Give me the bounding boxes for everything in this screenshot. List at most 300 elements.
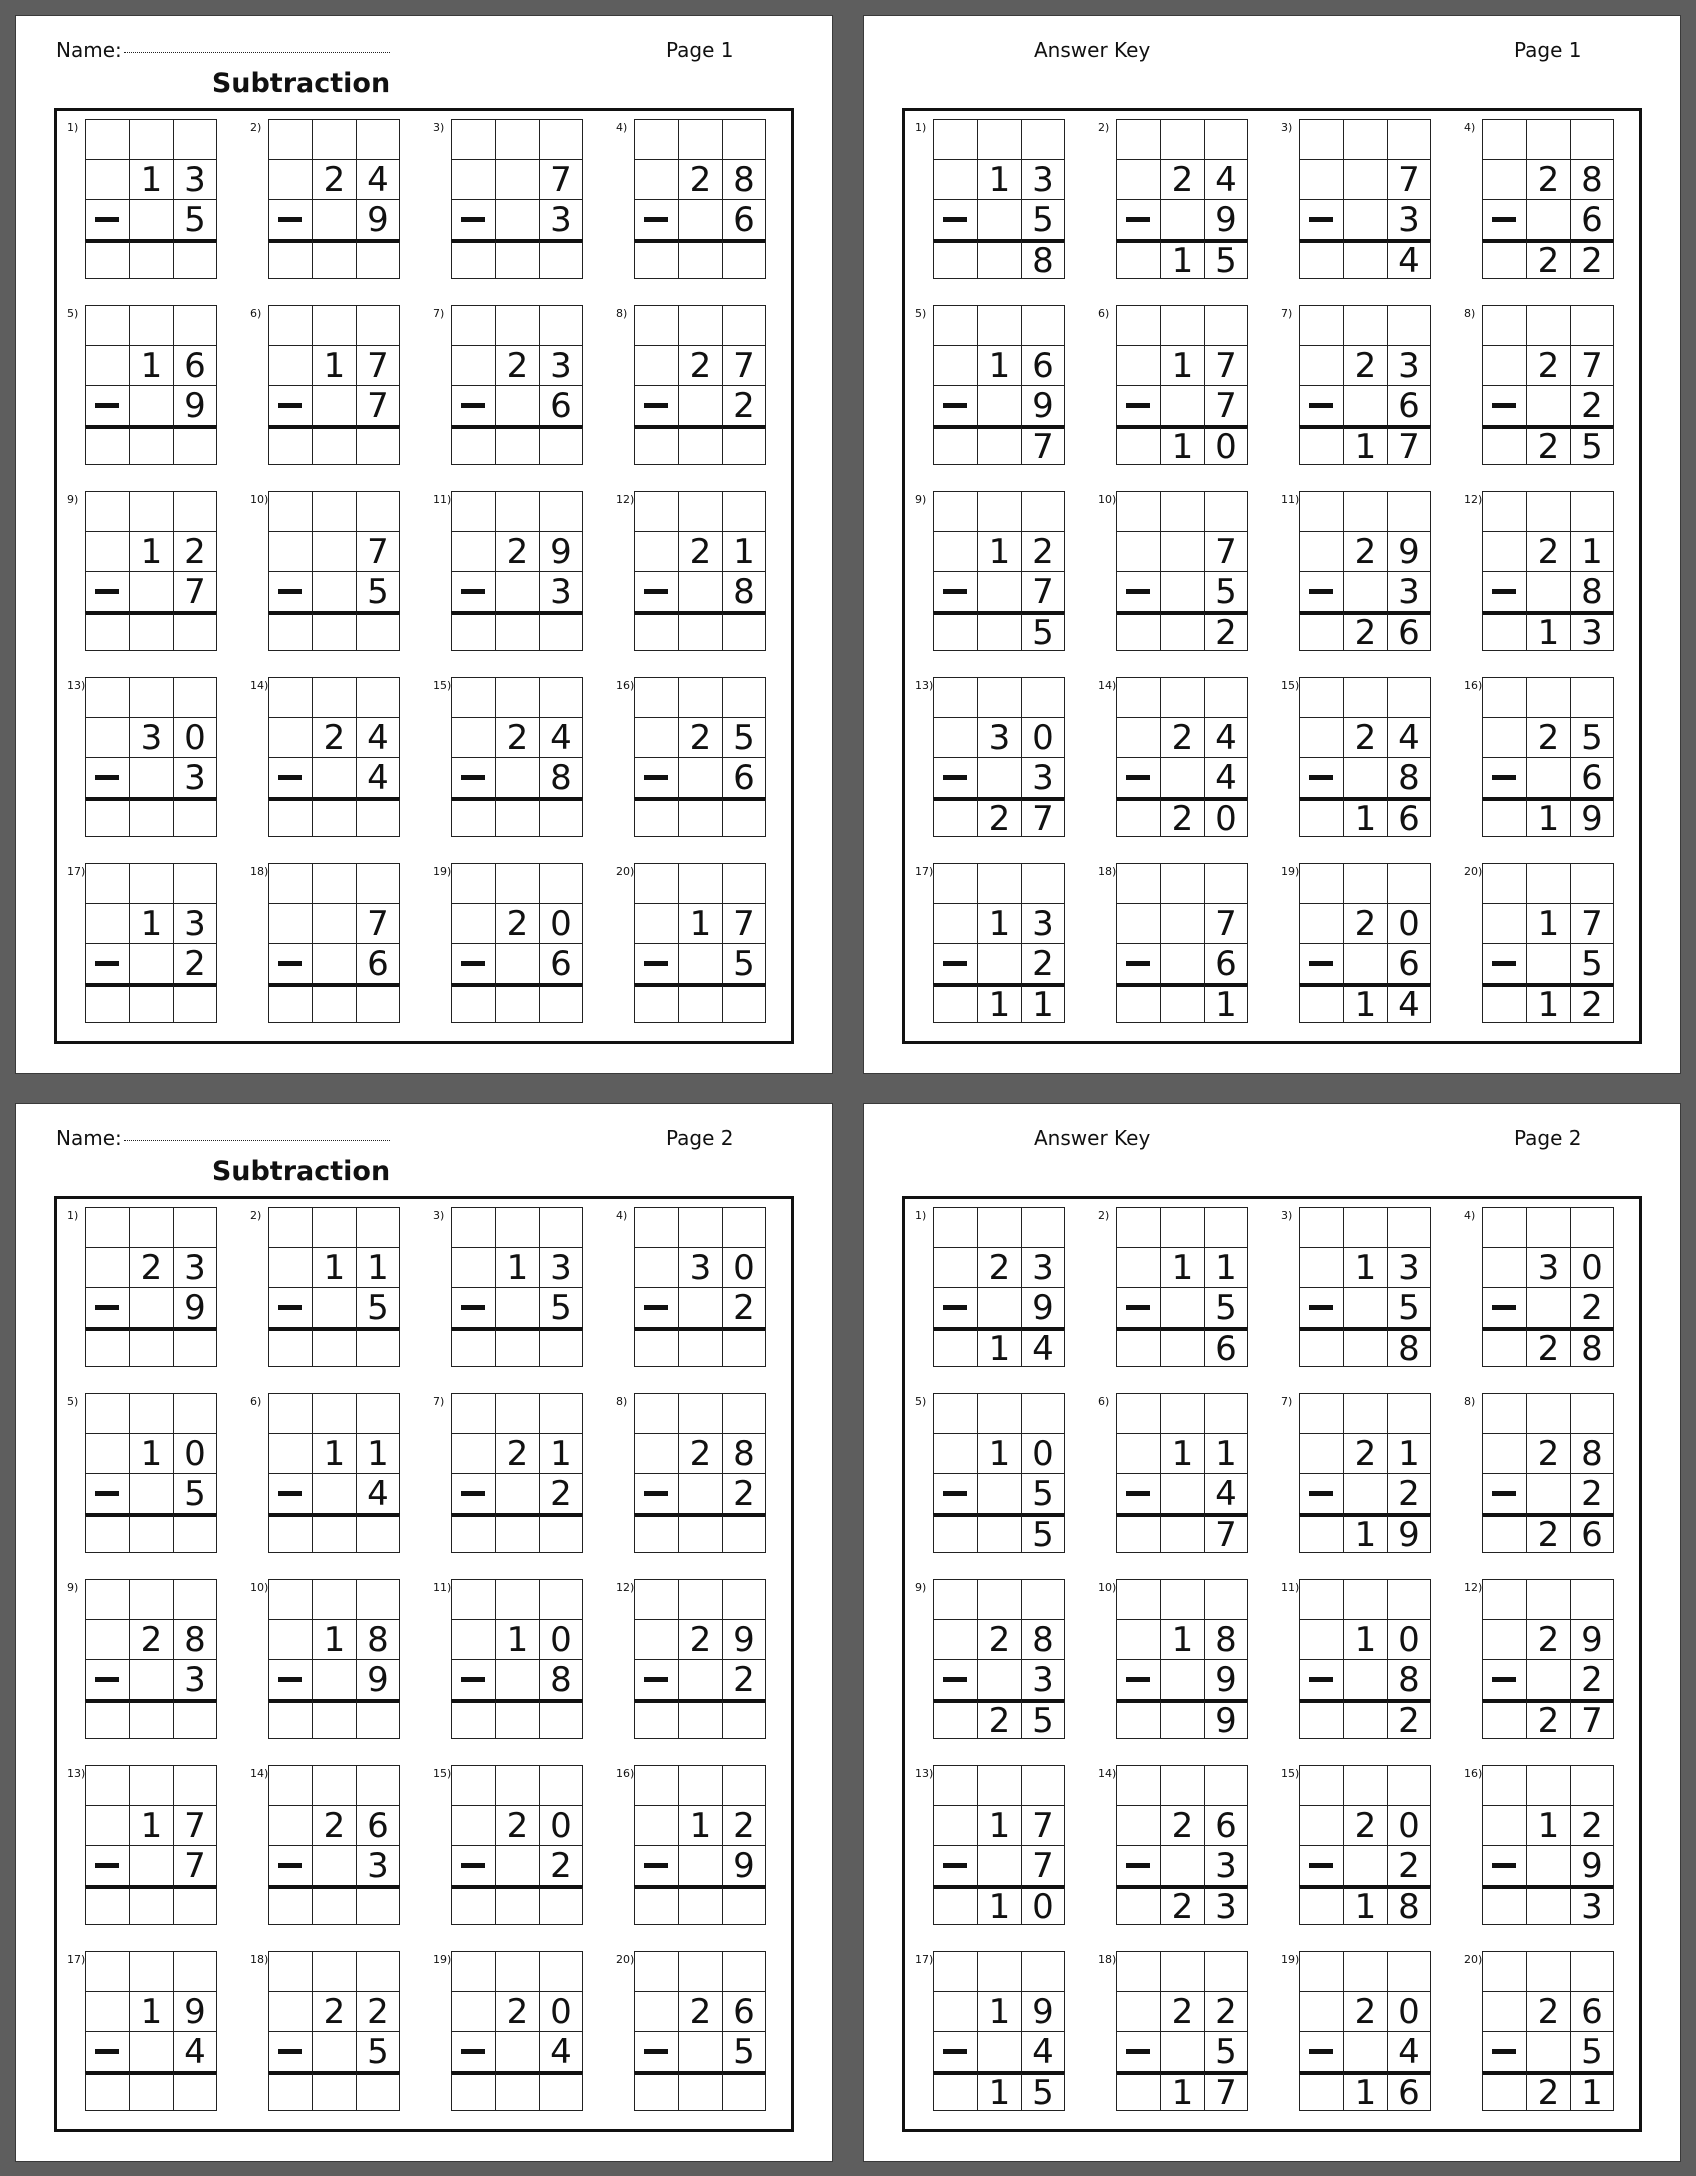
answer-cell[interactable] (268, 983, 312, 1023)
answer-cell[interactable]: 1 (1570, 2071, 1614, 2111)
answer-cell[interactable] (539, 1885, 583, 1925)
answer-cell[interactable] (933, 983, 977, 1023)
answer-cell[interactable] (356, 1513, 400, 1553)
answer-cell[interactable]: 8 (1570, 1327, 1614, 1367)
answer-cell[interactable] (129, 797, 173, 837)
answer-cell[interactable] (933, 425, 977, 465)
answer-cell[interactable] (1526, 1885, 1570, 1925)
answer-cell[interactable] (451, 983, 495, 1023)
answer-cell[interactable] (356, 611, 400, 651)
minus-sign (1116, 1659, 1160, 1699)
answer-cell[interactable] (312, 797, 356, 837)
answer-cell[interactable] (85, 425, 129, 465)
answer-cell[interactable] (634, 425, 678, 465)
answer-cell[interactable] (1482, 239, 1526, 279)
minuend-digit (268, 1247, 312, 1287)
answer-cell[interactable] (495, 1885, 539, 1925)
answer-cell[interactable] (268, 1513, 312, 1553)
answer-cell[interactable] (1160, 1327, 1204, 1367)
minuend-digit: 6 (1570, 1991, 1614, 2031)
answer-cell[interactable] (539, 425, 583, 465)
answer-cell[interactable] (173, 2071, 217, 2111)
answer-cell[interactable]: 6 (1204, 1327, 1248, 1367)
answer-cell[interactable] (1116, 2071, 1160, 2111)
answer-cell[interactable] (933, 1513, 977, 1553)
answer-cell[interactable] (173, 611, 217, 651)
answer-cell[interactable] (678, 239, 722, 279)
answer-cell[interactable] (129, 611, 173, 651)
answer-cell[interactable] (1299, 2071, 1343, 2111)
answer-cell[interactable] (495, 425, 539, 465)
answer-cell[interactable]: 5 (1021, 1513, 1065, 1553)
answer-cell[interactable] (634, 2071, 678, 2111)
subtrahend-digit: 9 (173, 385, 217, 425)
carry-cell (451, 1765, 495, 1805)
answer-cell[interactable] (634, 611, 678, 651)
answer-cell[interactable]: 2 (1526, 239, 1570, 279)
answer-cell[interactable]: 2 (1160, 797, 1204, 837)
minuend-digit: 7 (722, 345, 766, 385)
answer-cell[interactable] (678, 611, 722, 651)
carry-cell (1160, 1765, 1204, 1805)
answer-cell[interactable]: 8 (1387, 1327, 1431, 1367)
answer-cell[interactable]: 4 (1387, 983, 1431, 1023)
answer-cell[interactable] (634, 239, 678, 279)
answer-cell[interactable] (1160, 1513, 1204, 1553)
answer-cell[interactable] (678, 1513, 722, 1553)
answer-cell[interactable]: 3 (1204, 1885, 1248, 1925)
subtrahend-digit (678, 1473, 722, 1513)
problem (616, 491, 796, 656)
answer-cell[interactable] (173, 1699, 217, 1739)
answer-cell[interactable] (451, 2071, 495, 2111)
answer-cell[interactable]: 2 (1570, 239, 1614, 279)
answer-cell[interactable] (1482, 797, 1526, 837)
answer-cell[interactable] (634, 1699, 678, 1739)
answer-cell[interactable] (312, 1699, 356, 1739)
carry-cell (933, 1579, 977, 1619)
carry-cell (1116, 863, 1160, 903)
answer-cell[interactable]: 5 (1570, 425, 1614, 465)
answer-cell[interactable] (173, 425, 217, 465)
answer-cell[interactable]: 6 (1387, 611, 1431, 651)
answer-cell[interactable] (1482, 425, 1526, 465)
answer-cell[interactable]: 1 (1160, 239, 1204, 279)
answer-cell[interactable] (539, 797, 583, 837)
answer-cell[interactable] (1299, 1699, 1343, 1739)
answer-cell[interactable] (173, 1513, 217, 1553)
carry-cell (173, 1951, 217, 1991)
answer-cell[interactable] (495, 239, 539, 279)
answer-cell[interactable] (722, 425, 766, 465)
subtrahend-digit: 9 (1021, 1287, 1065, 1327)
answer-cell[interactable]: 5 (1021, 2071, 1065, 2111)
answer-cell[interactable] (1116, 425, 1160, 465)
carry-cell (539, 1951, 583, 1991)
subtrahend-digit: 2 (1570, 1473, 1614, 1513)
answer-cell[interactable] (173, 797, 217, 837)
answer-cell[interactable] (1160, 1699, 1204, 1739)
answer-cell[interactable] (451, 425, 495, 465)
answer-cell[interactable]: 9 (1387, 1513, 1431, 1553)
digit-grid (451, 305, 583, 465)
answer-cell[interactable] (933, 797, 977, 837)
answer-cell[interactable]: 1 (1526, 983, 1570, 1023)
answer-cell[interactable]: 2 (1387, 1699, 1431, 1739)
answer-cell[interactable] (1482, 1327, 1526, 1367)
answer-cell[interactable] (722, 1885, 766, 1925)
answer-cell[interactable] (356, 1885, 400, 1925)
answer-cell[interactable] (722, 1513, 766, 1553)
minuend-digit (268, 159, 312, 199)
answer-cell[interactable]: 1 (1526, 611, 1570, 651)
answer-cell[interactable] (539, 983, 583, 1023)
answer-cell[interactable]: 7 (1021, 797, 1065, 837)
answer-cell[interactable] (85, 797, 129, 837)
answer-cell[interactable] (722, 1327, 766, 1367)
carry-cell (1482, 1765, 1526, 1805)
answer-cell[interactable]: 2 (977, 1699, 1021, 1739)
answer-cell[interactable]: 2 (1526, 425, 1570, 465)
carry-cell (933, 1393, 977, 1433)
answer-cell[interactable] (1299, 797, 1343, 837)
answer-cell[interactable] (539, 611, 583, 651)
digit-grid (1482, 1207, 1614, 1367)
answer-cell[interactable]: 3 (1570, 611, 1614, 651)
subtrahend-digit: 8 (539, 757, 583, 797)
subtrahend-digit: 2 (1387, 1845, 1431, 1885)
carry-cell (977, 1207, 1021, 1247)
answer-cell[interactable] (85, 239, 129, 279)
subtrahend-digit: 5 (1204, 571, 1248, 611)
answer-cell[interactable] (722, 797, 766, 837)
answer-cell[interactable]: 2 (1204, 611, 1248, 651)
answer-cell[interactable] (312, 983, 356, 1023)
answer-cell[interactable] (539, 1513, 583, 1553)
answer-cell[interactable] (495, 1513, 539, 1553)
carry-cell (539, 491, 583, 531)
answer-cell[interactable]: 0 (1021, 1885, 1065, 1925)
minuend-digit: 1 (678, 1805, 722, 1845)
answer-cell[interactable]: 7 (1570, 1699, 1614, 1739)
answer-cell[interactable] (495, 1699, 539, 1739)
answer-cell[interactable] (312, 239, 356, 279)
answer-cell[interactable]: 6 (1570, 1513, 1614, 1553)
problem (1281, 1393, 1461, 1558)
subtrahend-digit: 9 (1204, 199, 1248, 239)
answer-cell[interactable]: 9 (1570, 797, 1614, 837)
answer-cell[interactable] (678, 2071, 722, 2111)
carry-cell (451, 491, 495, 531)
answer-cell[interactable] (268, 239, 312, 279)
answer-cell[interactable]: 8 (1021, 239, 1065, 279)
subtrahend-digit: 7 (1021, 1845, 1065, 1885)
answer-cell[interactable] (495, 797, 539, 837)
answer-cell[interactable] (722, 239, 766, 279)
minus-sign (634, 1287, 678, 1327)
answer-cell[interactable] (1343, 239, 1387, 279)
answer-cell[interactable] (129, 1513, 173, 1553)
name-line[interactable] (124, 52, 390, 53)
answer-cell[interactable] (1299, 1885, 1343, 1925)
answer-cell[interactable] (495, 611, 539, 651)
answer-cell[interactable] (451, 1885, 495, 1925)
answer-cell[interactable]: 0 (1204, 797, 1248, 837)
answer-cell[interactable] (678, 425, 722, 465)
answer-cell[interactable]: 1 (1343, 2071, 1387, 2111)
answer-cell[interactable] (129, 1885, 173, 1925)
answer-cell[interactable] (268, 797, 312, 837)
answer-cell[interactable] (977, 425, 1021, 465)
answer-cell[interactable] (1299, 239, 1343, 279)
carry-cell (1570, 491, 1614, 531)
answer-cell[interactable] (85, 1327, 129, 1367)
answer-cell[interactable] (495, 983, 539, 1023)
answer-cell[interactable] (129, 1699, 173, 1739)
answer-cell[interactable] (451, 1327, 495, 1367)
answer-cell[interactable] (268, 2071, 312, 2111)
minuend-digit: 2 (678, 531, 722, 571)
answer-cell[interactable] (977, 611, 1021, 651)
minuend-digit (1299, 1247, 1343, 1287)
answer-cell[interactable] (933, 1885, 977, 1925)
answer-cell[interactable] (356, 1699, 400, 1739)
answer-cell[interactable] (933, 1327, 977, 1367)
answer-cell[interactable] (129, 1327, 173, 1367)
answer-cell[interactable] (451, 239, 495, 279)
problem-number: 15) (1281, 679, 1300, 692)
answer-cell[interactable]: 6 (1387, 797, 1431, 837)
answer-cell[interactable] (933, 2071, 977, 2111)
carry-cell (678, 1393, 722, 1433)
answer-cell[interactable]: 5 (1021, 611, 1065, 651)
answer-cell[interactable] (1482, 1699, 1526, 1739)
answer-cell[interactable] (451, 1513, 495, 1553)
answer-cell[interactable]: 1 (977, 2071, 1021, 2111)
answer-cell[interactable]: 2 (1160, 1885, 1204, 1925)
answer-cell[interactable] (356, 425, 400, 465)
answer-cell[interactable] (1299, 1513, 1343, 1553)
answer-cell[interactable] (1160, 983, 1204, 1023)
name-line[interactable] (124, 1140, 390, 1141)
minuend-digit: 7 (539, 159, 583, 199)
answer-cell[interactable]: 1 (977, 1327, 1021, 1367)
answer-cell[interactable] (268, 1885, 312, 1925)
minuend-digit: 2 (1526, 717, 1570, 757)
answer-cell[interactable]: 1 (1343, 425, 1387, 465)
answer-cell[interactable] (129, 425, 173, 465)
answer-cell[interactable]: 2 (1526, 1513, 1570, 1553)
answer-cell[interactable] (173, 1885, 217, 1925)
minuend-digit: 2 (1160, 1805, 1204, 1845)
minuend-digit (1116, 1247, 1160, 1287)
answer-cell[interactable] (933, 1699, 977, 1739)
answer-cell[interactable] (129, 2071, 173, 2111)
answer-cell[interactable]: 2 (1526, 2071, 1570, 2111)
answer-cell[interactable]: 7 (1021, 425, 1065, 465)
answer-cell[interactable]: 1 (1021, 983, 1065, 1023)
answer-cell[interactable] (634, 1885, 678, 1925)
answer-cell[interactable] (451, 1699, 495, 1739)
answer-cell[interactable]: 0 (1204, 425, 1248, 465)
answer-cell[interactable] (312, 611, 356, 651)
answer-cell[interactable] (539, 1327, 583, 1367)
answer-cell[interactable] (678, 983, 722, 1023)
answer-cell[interactable] (539, 239, 583, 279)
answer-cell[interactable]: 1 (1343, 983, 1387, 1023)
answer-cell[interactable] (1116, 611, 1160, 651)
answer-cell[interactable]: 6 (1387, 2071, 1431, 2111)
answer-cell[interactable] (268, 1699, 312, 1739)
answer-cell[interactable] (1116, 239, 1160, 279)
answer-cell[interactable] (1299, 611, 1343, 651)
answer-cell[interactable] (85, 983, 129, 1023)
carry-cell (1526, 863, 1570, 903)
answer-cell[interactable] (539, 2071, 583, 2111)
answer-cell[interactable] (1482, 2071, 1526, 2111)
answer-cell[interactable] (1343, 1327, 1387, 1367)
answer-cell[interactable] (722, 983, 766, 1023)
answer-cell[interactable] (173, 1327, 217, 1367)
answer-cell[interactable] (1299, 425, 1343, 465)
answer-cell[interactable] (85, 2071, 129, 2111)
answer-cell[interactable] (539, 1699, 583, 1739)
answer-cell[interactable] (495, 2071, 539, 2111)
answer-cell[interactable] (1299, 1327, 1343, 1367)
answer-cell[interactable]: 1 (1343, 797, 1387, 837)
answer-cell[interactable] (356, 983, 400, 1023)
answer-cell[interactable] (495, 1327, 539, 1367)
answer-cell[interactable] (173, 983, 217, 1023)
answer-cell[interactable] (1160, 611, 1204, 651)
answer-cell[interactable] (977, 1513, 1021, 1553)
minuend-digit (268, 531, 312, 571)
answer-cell[interactable] (1299, 983, 1343, 1023)
answer-cell[interactable] (356, 2071, 400, 2111)
answer-cell[interactable] (356, 797, 400, 837)
minuend-digit: 8 (722, 159, 766, 199)
answer-cell[interactable] (85, 1513, 129, 1553)
answer-cell[interactable]: 5 (1021, 1699, 1065, 1739)
answer-cell[interactable] (312, 425, 356, 465)
answer-cell[interactable] (451, 611, 495, 651)
answer-cell[interactable] (129, 983, 173, 1023)
answer-cell[interactable] (1116, 1885, 1160, 1925)
answer-cell[interactable] (1482, 983, 1526, 1023)
digit-grid (933, 677, 1065, 837)
name-label: Name: (56, 38, 390, 62)
answer-cell[interactable] (85, 1699, 129, 1739)
minuend-digit (85, 345, 129, 385)
answer-cell[interactable] (678, 1699, 722, 1739)
answer-cell[interactable] (268, 1327, 312, 1367)
answer-cell[interactable] (85, 611, 129, 651)
problem-frame (54, 108, 794, 1044)
problem-number: 14) (1098, 1767, 1117, 1780)
answer-cell[interactable] (173, 239, 217, 279)
answer-cell[interactable]: 1 (1204, 983, 1248, 1023)
answer-cell[interactable] (933, 239, 977, 279)
answer-cell[interactable]: 9 (1204, 1699, 1248, 1739)
answer-cell[interactable] (1343, 1699, 1387, 1739)
answer-cell[interactable] (634, 983, 678, 1023)
answer-cell[interactable] (312, 1885, 356, 1925)
answer-cell[interactable] (1482, 1885, 1526, 1925)
answer-cell[interactable]: 8 (1387, 1885, 1431, 1925)
answer-cell[interactable]: 1 (1343, 1885, 1387, 1925)
answer-cell[interactable] (85, 1885, 129, 1925)
answer-cell[interactable] (678, 1885, 722, 1925)
answer-cell[interactable] (1116, 1513, 1160, 1553)
answer-cell[interactable] (356, 239, 400, 279)
answer-cell[interactable] (312, 1327, 356, 1367)
answer-cell[interactable] (722, 1699, 766, 1739)
answer-cell[interactable] (1482, 1513, 1526, 1553)
minuend-digit: 0 (1387, 903, 1431, 943)
answer-cell[interactable] (312, 1513, 356, 1553)
answer-cell[interactable] (356, 1327, 400, 1367)
answer-cell[interactable]: 2 (1570, 983, 1614, 1023)
answer-cell[interactable] (634, 1327, 678, 1367)
minuend-digit (451, 903, 495, 943)
answer-cell[interactable] (634, 1513, 678, 1553)
worksheet-page-2 (16, 1104, 832, 2161)
answer-cell[interactable] (722, 2071, 766, 2111)
answer-cell[interactable]: 7 (1204, 2071, 1248, 2111)
answer-cell[interactable]: 1 (977, 1885, 1021, 1925)
answer-cell[interactable] (1116, 983, 1160, 1023)
minuend-digit (1482, 1619, 1526, 1659)
answer-cell[interactable]: 2 (1526, 1327, 1570, 1367)
answer-cell[interactable] (678, 797, 722, 837)
problem-number: 6) (250, 1395, 262, 1408)
answer-cell[interactable]: 1 (977, 983, 1021, 1023)
answer-cell[interactable] (1116, 1327, 1160, 1367)
answer-cell[interactable] (312, 2071, 356, 2111)
answer-cell[interactable]: 1 (1526, 797, 1570, 837)
answer-cell[interactable]: 7 (1387, 425, 1431, 465)
answer-cell[interactable] (268, 611, 312, 651)
subtrahend-digit (678, 1845, 722, 1885)
answer-cell[interactable] (678, 1327, 722, 1367)
problem-number: 1) (915, 121, 927, 134)
answer-cell[interactable]: 1 (1160, 425, 1204, 465)
answer-cell[interactable]: 1 (1343, 1513, 1387, 1553)
answer-cell[interactable]: 5 (1204, 239, 1248, 279)
answer-cell[interactable]: 3 (1570, 1885, 1614, 1925)
subtrahend-digit (129, 385, 173, 425)
problem-number: 7) (433, 307, 445, 320)
answer-cell[interactable] (1116, 1699, 1160, 1739)
answer-cell[interactable] (933, 611, 977, 651)
answer-cell[interactable] (129, 239, 173, 279)
carry-cell (495, 1393, 539, 1433)
answer-cell[interactable] (268, 425, 312, 465)
answer-cell[interactable] (1116, 797, 1160, 837)
answer-cell[interactable]: 1 (1160, 2071, 1204, 2111)
answer-cell[interactable] (1482, 611, 1526, 651)
answer-cell[interactable] (722, 611, 766, 651)
answer-cell[interactable]: 4 (1021, 1327, 1065, 1367)
answer-cell[interactable] (634, 797, 678, 837)
answer-cell[interactable] (977, 239, 1021, 279)
answer-cell[interactable]: 4 (1387, 239, 1431, 279)
answer-cell[interactable]: 2 (1343, 611, 1387, 651)
answer-cell[interactable]: 2 (1526, 1699, 1570, 1739)
answer-cell[interactable]: 2 (977, 797, 1021, 837)
answer-cell[interactable]: 7 (1204, 1513, 1248, 1553)
answer-cell[interactable] (451, 797, 495, 837)
